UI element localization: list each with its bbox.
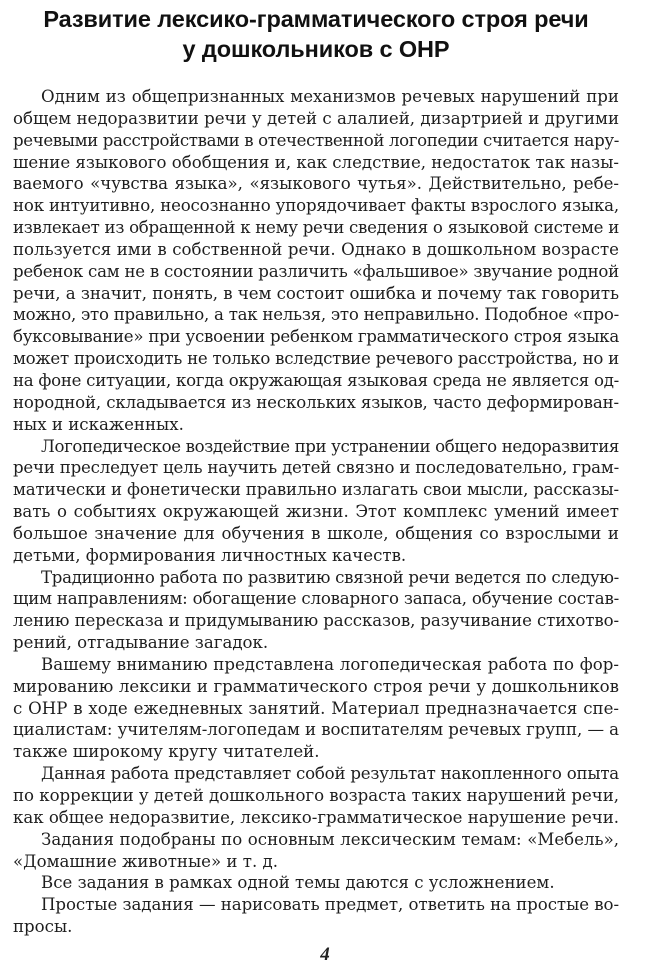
text-line: речи преследует цель научить детей связно и последовательно, грам-: [13, 458, 619, 478]
text-line: можно, это правильно, а так нельзя, это неправильно. Подобное «про-: [13, 305, 619, 325]
text-line: лению пересказа и придумыванию рассказов, разучивание стихотво-: [13, 611, 620, 631]
text-line: общем недоразвитии речи у детей с алалией, дизартрией и другими: [13, 108, 619, 128]
paragraph-8: [13, 894, 619, 938]
text-line: Данная работа представляет собой результат накопленного опыта: [41, 764, 619, 784]
text-line: может происходить не только вследствие речевого расстройства, но и: [13, 349, 619, 369]
text-line: буксовывание» при усвоении ребенком грамматического строя языка: [13, 327, 619, 347]
text-line: большое значение для обучения в школе, общения со взрослыми и: [13, 523, 619, 543]
paragraph-5: [13, 763, 619, 829]
text-line: нок интуитивно, неосознанно упорядочивает факты взрослого языка,: [13, 196, 619, 216]
paragraph-2: [13, 436, 619, 567]
text-line: Одним из общепризнанных механизмов речевых нарушений при: [41, 87, 619, 106]
text-line: Задания подобраны по основным лексическим темам: «Мебель»,: [41, 829, 619, 849]
text-line: Простые задания — нарисовать предмет, ответить на простые во-: [41, 895, 619, 915]
text-line: речи, а значит, понять, в чем состоит ошибка и почему так говорить: [13, 283, 619, 303]
text-line: «Домашние животные» и т. д.: [13, 851, 278, 871]
body-text: [13, 86, 619, 938]
page-number: 4: [320, 944, 330, 965]
text-line: вать о событиях окружающей жизни. Этот комплекс умений имеет: [13, 502, 619, 522]
text-line: как общее недоразвитие, лексико-грамматическое нарушение речи.: [13, 807, 619, 827]
text-line: на фоне ситуации, когда окружающая языковая среда не является од-: [13, 370, 619, 390]
text-line: ных и искаженных.: [13, 414, 184, 434]
text-line: Логопедическое воздействие при устранении общего недоразвития: [41, 436, 619, 456]
text-line: также широкому кругу читателей.: [13, 742, 320, 762]
text-line: щим направлениям: обогащение словарного запаса, обучение состав-: [13, 589, 619, 609]
text-line: по коррекции у детей дошкольного возраста таких нарушений речи,: [13, 786, 619, 805]
text-line: ваемого «чувства языка», «языкового чутья». Действительно, ребе-: [13, 174, 619, 194]
text-line: ребенок сам не в состоянии различить «фальшивое» звучание родной: [13, 261, 619, 281]
text-line: речевыми расстройствами в отечественной логопедии считается нару-: [13, 130, 619, 150]
text-line: с ОНР в ходе ежедневных занятий. Материал предназначается спе-: [13, 698, 619, 718]
text-line: извлекает из обращенной к нему речи сведения о языковой системе и: [13, 218, 619, 238]
text-line: циалистам: учителям-логопедам и воспитателям речевых групп, — а: [13, 720, 619, 740]
paragraph-7: [13, 872, 619, 894]
paragraph-4: [13, 654, 619, 763]
text-line: рений, отгадывание загадок.: [13, 633, 269, 653]
page-title: [0, 4, 632, 64]
text-line: нородной, складывается из нескольких языков, часто деформирован-: [13, 392, 619, 412]
text-line: шение языкового обобщения и, как следствие, недостаток так назы-: [13, 152, 619, 172]
page-title-line-1: Развитие лексико-грамматического строя речи: [43, 6, 589, 32]
text-line: Традиционно работа по развитию связной речи ведется по следую-: [41, 567, 619, 587]
text-line: просы.: [13, 917, 73, 937]
text-line: Вашему вниманию представлена логопедическая работа по фор-: [41, 654, 619, 674]
text-line: Все задания в рамках одной темы даются с усложнением.: [41, 873, 555, 893]
text-line: матически и фонетически правильно излагать свои мысли, рассказы-: [13, 480, 619, 500]
paragraph-3: [13, 567, 619, 654]
text-line: детьми, формирования личностных качеств.: [13, 545, 407, 565]
paragraph-1: [13, 86, 619, 436]
text-line: пользуется ими в собственной речи. Однако в дошкольном возрасте: [13, 239, 619, 259]
text-line: мированию лексики и грамматического строя речи у дошкольников: [13, 676, 619, 696]
paragraph-6: [13, 829, 619, 873]
page-title-line-2: у дошкольников с ОНР: [182, 36, 450, 62]
